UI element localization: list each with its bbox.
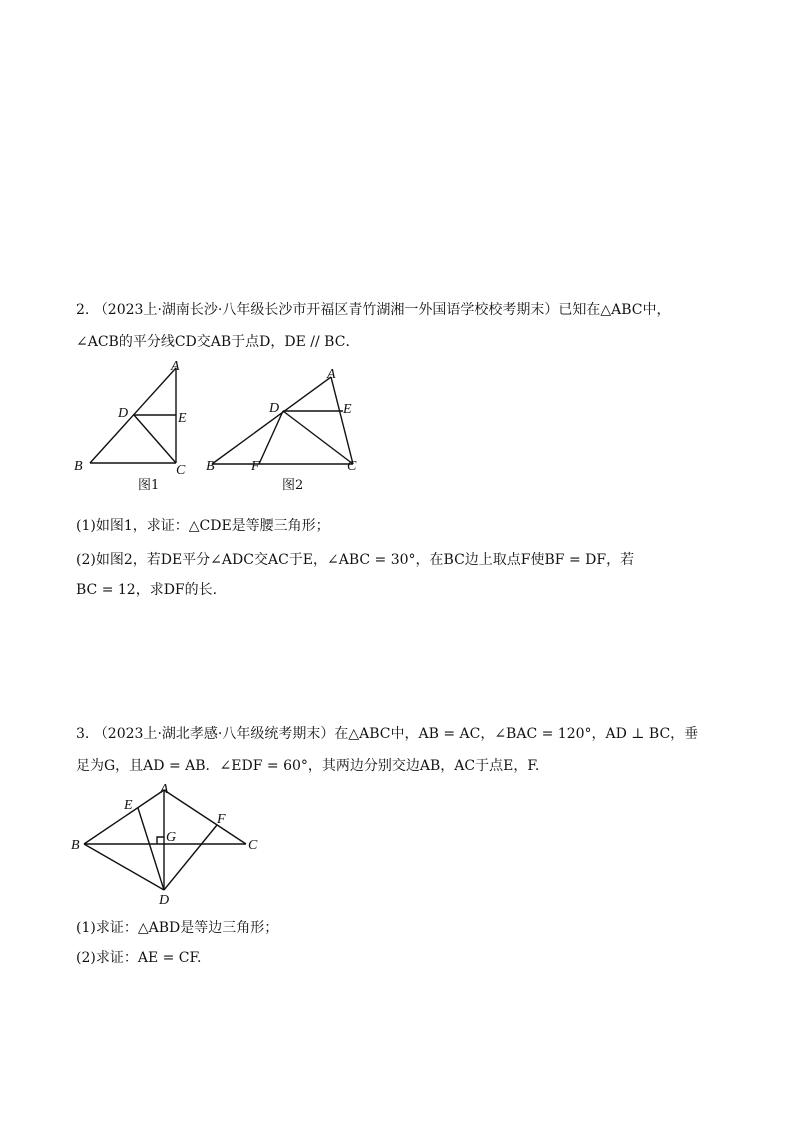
- problem3-header: [76, 724, 698, 744]
- fig3-label-B: B: [71, 838, 80, 853]
- problem2-number: 2.: [76, 302, 90, 318]
- problem3-source: （2023上·湖北孝感·八年级统考期末）: [93, 726, 335, 742]
- fig2-segment-DC: [283, 411, 353, 464]
- fig1-label-A: A: [171, 359, 180, 374]
- problem2-source: （2023上·湖南长沙·八年级长沙市开福区青竹湖湘一外国语学校校考期末）: [93, 302, 559, 318]
- fig2-label-F: F: [251, 459, 260, 474]
- problem2-line2: ∠ACB的平分线CD交AB于点D，DE // BC．: [76, 334, 360, 350]
- fig2-caption: 图2: [282, 478, 304, 493]
- problem3-line1: 在△ABC中，AB = AC，∠BAC = 120°，AD ⊥ BC，垂: [334, 726, 699, 742]
- problem2-figure2: [200, 362, 370, 474]
- fig3-label-C: C: [248, 838, 258, 853]
- fig1-segment-DC: [134, 415, 176, 463]
- fig3-segment-AC: [164, 790, 246, 844]
- problem3-line2: 足为G，且AD = AB．∠EDF = 60°，其两边分别交边AB，AC于点E，F.: [76, 758, 540, 774]
- fig1-label-C: C: [176, 463, 186, 476]
- fig2-segment-AB: [212, 377, 331, 464]
- fig3-label-E: E: [124, 798, 133, 813]
- fig2-label-B: B: [206, 459, 215, 474]
- problem2-header: [76, 300, 670, 320]
- fig2-segment-DF: [259, 411, 283, 464]
- problem2-q2-line2: BC = 12，求DF的长.: [76, 582, 218, 598]
- fig2-label-E: E: [343, 402, 352, 417]
- fig1-label-E: E: [178, 411, 187, 426]
- fig2-label-A: A: [327, 367, 336, 382]
- problem3-number: 3.: [76, 726, 90, 742]
- fig2-segment-AC: [331, 377, 353, 464]
- right-angle-mark: [157, 837, 164, 844]
- problem2-intro: 已知在△ABC中，: [558, 302, 671, 318]
- fig3-label-D: D: [159, 893, 170, 908]
- fig2-label-D: D: [269, 401, 280, 416]
- fig1-label-D: D: [118, 406, 129, 421]
- problem2-figure1: [70, 356, 200, 476]
- problem3-figure: [66, 780, 266, 910]
- fig2-label-C: C: [347, 459, 357, 474]
- fig3-label-A: A: [160, 782, 169, 797]
- problem2-q1: (1)如图1，求证：△CDE是等腰三角形；: [76, 518, 330, 534]
- problem2-q2-line1: (2)如图2，若DE平分∠ADC交AC于E，∠ABC = 30°，在BC边上取点F使BF = DF，若: [76, 552, 635, 568]
- problem3-q1: (1)求证：△ABD是等边三角形；: [76, 920, 279, 936]
- fig1-label-B: B: [74, 459, 83, 474]
- fig3-label-F: F: [217, 812, 226, 827]
- fig3-label-G: G: [166, 830, 177, 845]
- problem3-q2: (2)求证：AE = CF.: [76, 950, 202, 966]
- fig1-caption: 图1: [138, 478, 160, 493]
